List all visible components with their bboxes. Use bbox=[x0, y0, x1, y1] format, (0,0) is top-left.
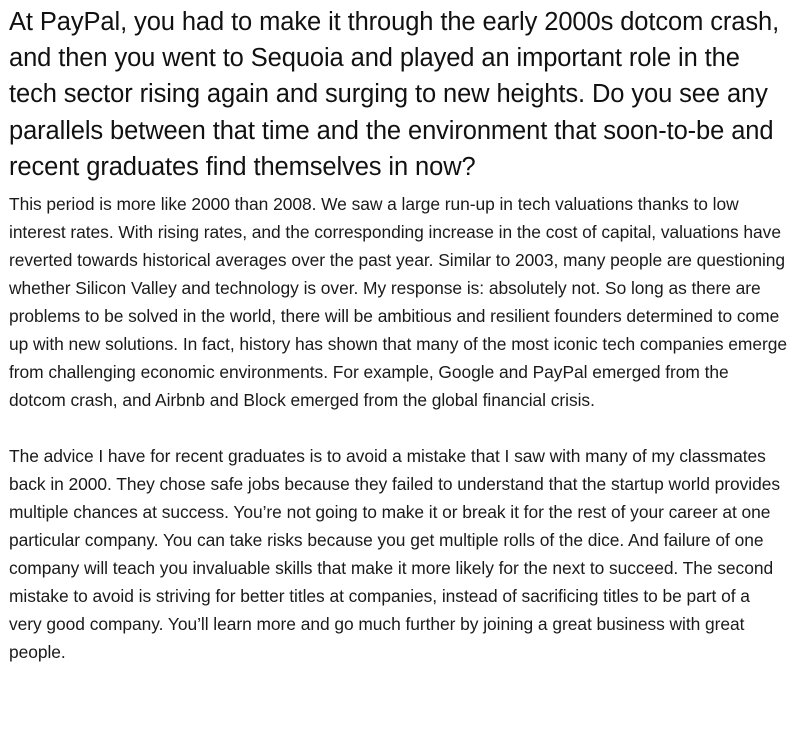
answer-paragraph-1: This period is more like 2000 than 2008. We saw a large run-up in tech valuations thanks to low interest rates. With rising rates, and the corresponding increase in the cost of capital, valuations have reverted towards historical averages over the past year. Similar to 2003, many people are questioning whether Silicon Valley and technology is over. My response is: absolutely not. So long as there are problems to be solved in the world, there will be ambitious and resilient founders determined to come up with new solutions. In fact, history has shown that many of the most iconic tech companies emerge from challenging economic environments. For example, Google and PayPal emerged from the dotcom crash, and Airbnb and Block emerged from the global financial crisis. bbox=[9, 194, 787, 411]
interview-article bbox=[9, 4, 787, 666]
interview-question: At PayPal, you had to make it through the early 2000s dotcom crash, and then you went to Sequoia and played an important role in the tech sector rising again and surging to new heights. Do you see any parallels between that time and the environment that soon-to-be and recent graduates find themselves in now? bbox=[9, 8, 780, 181]
answer-paragraph-2: The advice I have for recent graduates is to avoid a mistake that I saw with many of my classmates back in 2000. They chose safe jobs because they failed to understand that the startup world provides multiple chances at success. You’re not going to make it or break it for the rest of your career at one particular company. You can take risks because you get multiple rolls of the dice. And failure of one company will teach you invaluable skills that make it more likely for the next to succeed. The second mistake to avoid is striving for better titles at companies, instead of sacrificing titles to be part of a very good company. You’ll learn more and go much further by joining a great business with great people. bbox=[9, 446, 780, 663]
